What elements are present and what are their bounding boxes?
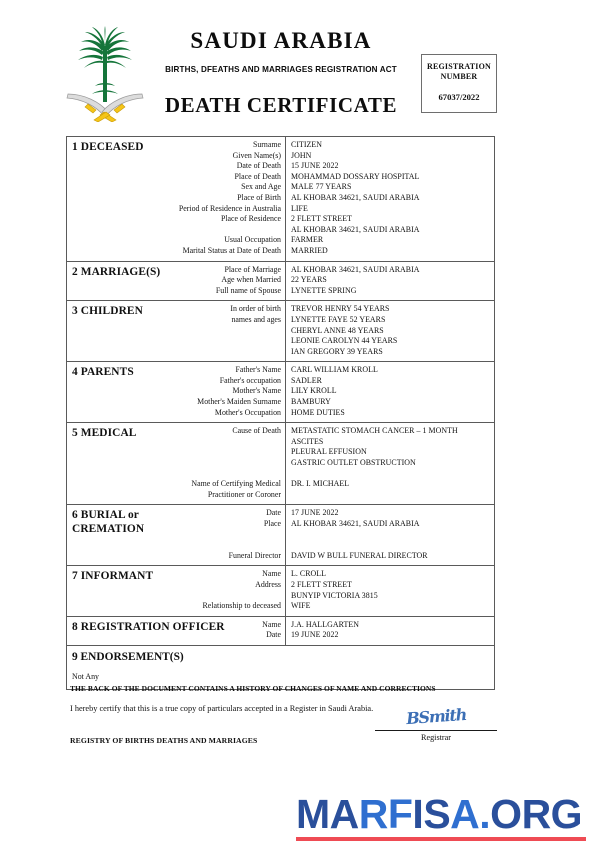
field-value: AL KHOBAR 34621, SAUDI ARABIA — [291, 224, 420, 234]
act-subtitle: BIRTHS, DFEATHS AND MARRIAGES REGISTRATION ACT — [165, 65, 397, 74]
table-row — [67, 137, 494, 262]
field-value: CITIZEN — [291, 140, 323, 149]
field-label: Relationship to deceased — [202, 601, 281, 611]
field-label: Practitioner or Coroner — [207, 489, 281, 499]
field-label: Marital Status at Date of Death — [182, 245, 281, 255]
watermark-part-2: RF — [358, 791, 413, 837]
watermark-text — [296, 792, 588, 836]
field-value: DR. I. MICHAEL — [291, 479, 350, 489]
field-value: CHERYL ANNE 48 YEARS — [291, 325, 384, 335]
value-column — [286, 262, 494, 301]
field-value: WIFE — [291, 601, 311, 611]
field-value: JOHN — [291, 150, 312, 160]
value-column — [286, 566, 494, 615]
field-value: PLEURAL EFFUSION — [291, 447, 367, 457]
field-value: LEONIE CAROLYN 44 YEARS — [291, 336, 398, 346]
field-value: AL KHOBAR 34621, SAUDI ARABIA — [291, 264, 420, 274]
section-title: 5 MEDICAL — [72, 427, 137, 440]
watermark-part-5: ORG — [490, 791, 583, 837]
field-label: Usual Occupation — [224, 235, 281, 245]
field-label: Mother's Name — [232, 386, 281, 396]
field-value: FARMER — [291, 235, 324, 245]
field-value: SADLER — [291, 375, 322, 385]
section-title: 6 BURIAL or — [72, 509, 139, 522]
table-row — [67, 262, 494, 302]
field-label: Place — [263, 519, 281, 528]
field-label: Sex and Age — [241, 182, 281, 192]
field-value: HOME DUTIES — [291, 407, 345, 417]
field-value: METASTATIC STOMACH CANCER – 1 MONTH — [291, 426, 458, 436]
table-row — [67, 505, 494, 566]
field-value: LILY KROLL — [291, 386, 337, 396]
value-column — [286, 301, 494, 361]
section-title-line2: CREMATION — [72, 523, 145, 536]
field-value: MALE 77 YEARS — [291, 182, 352, 192]
field-value: BAMBURY — [291, 397, 331, 407]
field-label: Date — [266, 630, 281, 640]
field-label: Funeral Director — [228, 550, 281, 560]
field-label: Name of Certifying Medical — [191, 479, 281, 489]
certificate-table — [66, 136, 495, 690]
field-value: J.A. HALLGARTEN — [291, 619, 359, 629]
section-heading-medical — [67, 423, 177, 504]
field-value: 19 JUNE 2022 — [291, 630, 339, 640]
field-label: Age when Married — [221, 275, 281, 285]
table-row — [67, 617, 494, 646]
watermark-part-4: A. — [450, 791, 491, 837]
endorsements-note: Not Any — [72, 671, 99, 681]
field-label: Full name of Spouse — [215, 285, 281, 295]
field-label: Place of Death — [234, 171, 281, 181]
label-column — [177, 301, 286, 361]
field-value: DAVID W BULL FUNERAL DIRECTOR — [291, 550, 428, 560]
field-value: IAN GREGORY 39 YEARS — [291, 346, 383, 356]
section-heading-parents — [67, 362, 177, 422]
registration-number-box — [421, 54, 497, 113]
label-column — [252, 617, 286, 645]
section-heading-marriages — [67, 262, 177, 301]
certification-statement: I hereby certify that this is a true copy of particulars accepted in a Register in Saudi Arabia. — [70, 704, 374, 713]
field-label: names and ages — [231, 314, 281, 324]
field-value: 2 FLETT STREET — [291, 579, 353, 589]
section-title: 1 DECEASED — [72, 141, 144, 153]
section-heading-children — [67, 301, 177, 361]
field-value: BUNYIP VICTORIA 3815 — [291, 590, 378, 600]
field-value: AL KHOBAR 34621, SAUDI ARABIA — [291, 192, 420, 202]
document-header — [0, 0, 602, 118]
signature-caption: Registrar — [420, 733, 451, 742]
field-label: Name — [262, 569, 281, 579]
table-row — [67, 423, 494, 505]
section-heading-registration-officer — [67, 617, 252, 645]
field-value: 17 JUNE 2022 — [291, 508, 339, 518]
label-column — [177, 362, 286, 422]
field-label: Period of Residence in Australia — [178, 203, 281, 213]
registration-label-line2: NUMBER — [440, 72, 478, 81]
section-heading-informant — [67, 566, 177, 615]
field-value: LYNETTE FAYE 52 YEARS — [291, 314, 386, 324]
field-label: Mother's Maiden Surname — [197, 397, 281, 407]
country-name: SAUDI ARABIA — [190, 28, 372, 53]
field-value: MARRIED — [291, 245, 328, 255]
field-label: Mother's Occupation — [214, 407, 281, 417]
watermark-part-3: IS — [412, 791, 451, 837]
field-value: L. CROLL — [291, 569, 327, 579]
label-column — [177, 423, 286, 504]
watermark-underline — [296, 837, 586, 841]
registration-label-line1: REGISTRATION — [426, 62, 492, 71]
field-value: LYNETTE SPRING — [291, 285, 357, 295]
signature-block — [375, 700, 497, 742]
registrar-signature: BSmith — [405, 704, 467, 729]
back-of-document-note: THE BACK OF THE DOCUMENT CONTAINS A HISTORY OF CHANGES OF NAME AND CORRECTIONS — [70, 684, 436, 693]
page-title: DEATH CERTIFICATE — [164, 93, 398, 117]
field-label: Father's occupation — [219, 375, 281, 385]
saudi-emblem-palm-swords-icon — [62, 26, 148, 122]
value-column — [286, 617, 494, 645]
section-title: 4 PARENTS — [72, 366, 134, 379]
field-label: Given Name(s) — [232, 150, 281, 160]
section-title: 3 CHILDREN — [72, 305, 143, 318]
table-row — [67, 566, 494, 616]
registry-name: REGISTRY OF BIRTHS DEATHS AND MARRIAGES — [70, 736, 258, 745]
section-title: 8 REGISTRATION OFFICER — [72, 620, 225, 633]
field-value: 22 YEARS — [291, 275, 327, 285]
field-value: MOHAMMAD DOSSARY HOSPITAL — [291, 171, 420, 181]
field-label: Place of Birth — [237, 192, 281, 202]
field-value: AL KHOBAR 34621, SAUDI ARABIA — [291, 519, 420, 528]
field-label: In order of birth — [230, 304, 281, 314]
label-column — [177, 137, 286, 261]
field-label: Name — [262, 619, 281, 629]
label-column — [177, 262, 286, 301]
title-block — [150, 28, 412, 118]
value-column — [286, 137, 494, 261]
registration-number-value: 67037/2022 — [438, 92, 480, 102]
table-row — [67, 362, 494, 423]
field-value: GASTRIC OUTLET OBSTRUCTION — [291, 458, 416, 468]
field-label: Place of Residence — [220, 214, 281, 224]
field-label: Surname — [252, 140, 281, 149]
watermark-part-1: MA — [296, 791, 359, 837]
section-title: 9 ENDORSEMENT(S) — [72, 650, 184, 663]
section-endorsements — [67, 646, 494, 689]
marfisa-watermark — [296, 792, 588, 841]
value-column — [286, 362, 494, 422]
section-heading-deceased — [67, 137, 177, 261]
field-label: Date of Death — [236, 161, 281, 171]
table-row — [67, 301, 494, 362]
field-label: Father's Name — [235, 365, 281, 375]
value-column — [286, 505, 494, 565]
section-title: 7 INFORMANT — [72, 570, 154, 583]
field-value: LIFE — [291, 203, 308, 213]
field-value: TREVOR HENRY 54 YEARS — [291, 304, 390, 314]
field-label: Address — [255, 579, 281, 589]
field-value: 15 JUNE 2022 — [291, 161, 339, 171]
field-value: ASCITES — [291, 436, 324, 446]
label-column — [177, 505, 286, 565]
field-label: Place of Marriage — [224, 264, 281, 274]
label-column — [177, 566, 286, 615]
field-value: 2 FLETT STREET — [291, 214, 353, 224]
section-heading-burial-cremation — [67, 505, 177, 565]
value-column — [286, 423, 494, 504]
field-label: Cause of Death — [232, 426, 281, 436]
field-value: CARL WILLIAM KROLL — [291, 365, 378, 375]
field-label: Date — [266, 508, 281, 518]
section-title: 2 MARRIAGE(S) — [72, 265, 161, 278]
